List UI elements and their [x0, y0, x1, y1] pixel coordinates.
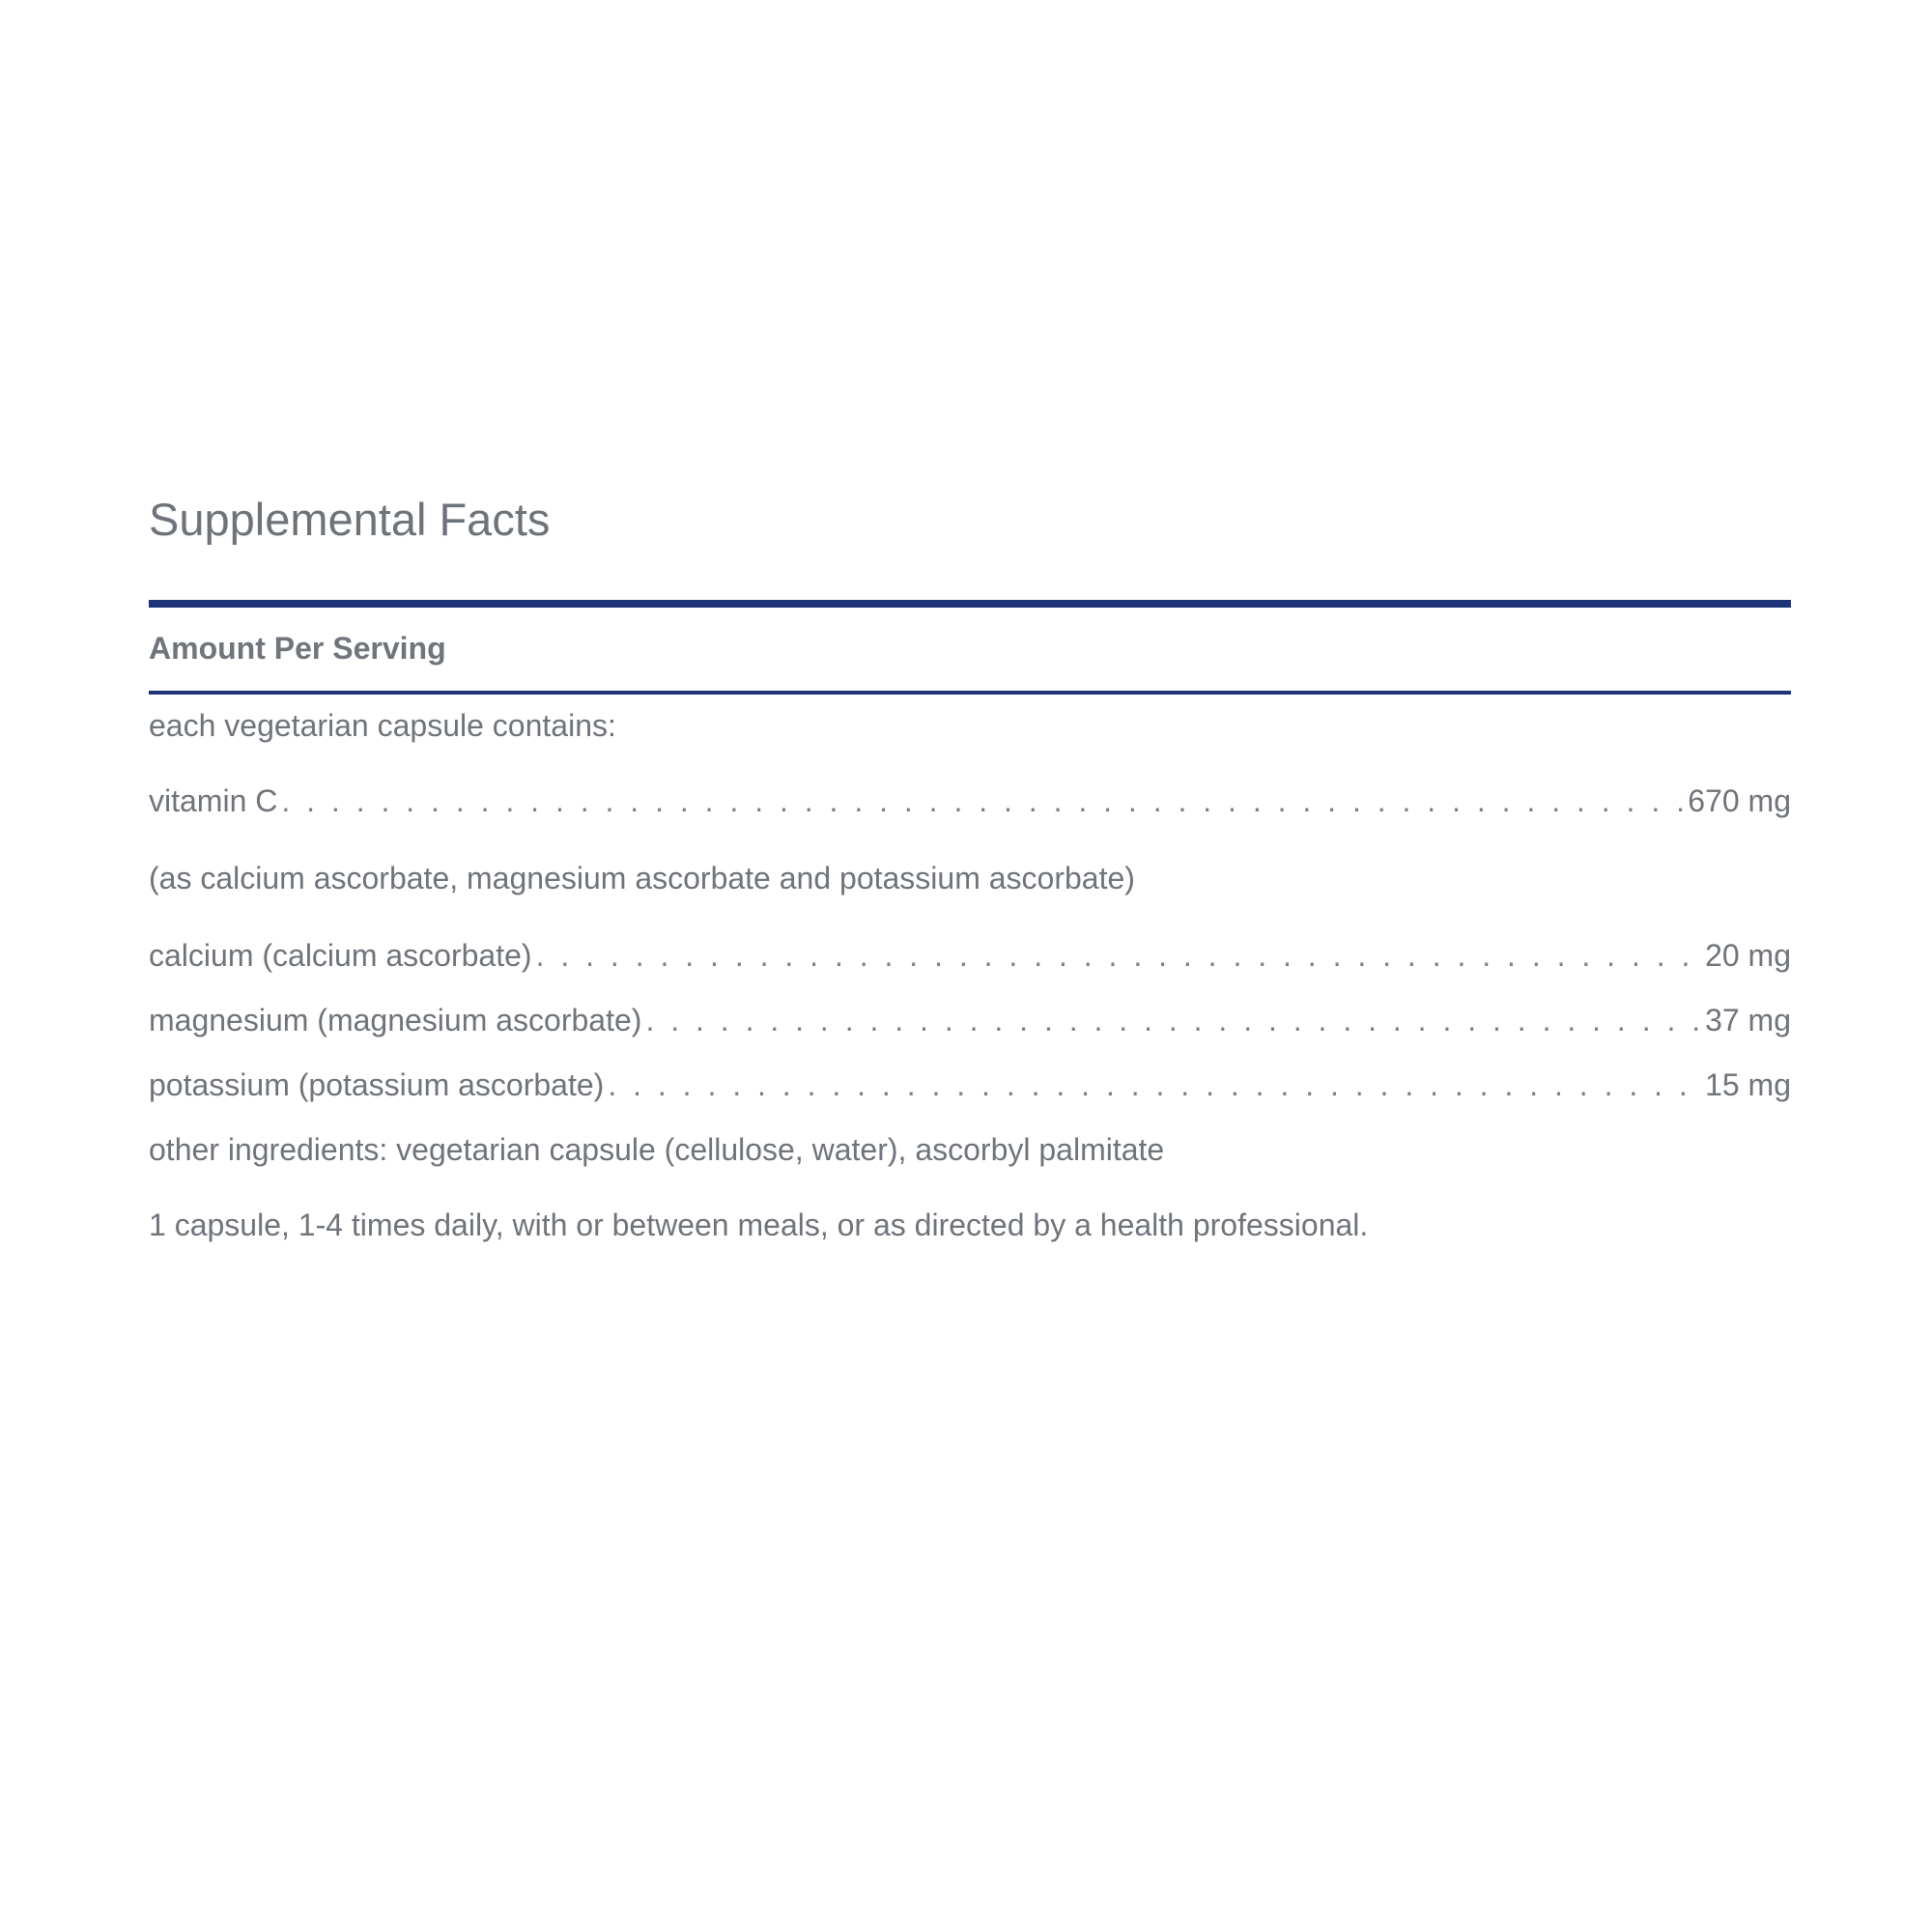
ingredient-name: vitamin C — [149, 783, 278, 818]
ingredient-amount: 20 mg — [1705, 938, 1791, 973]
dot-leader — [608, 1065, 1701, 1104]
directions: 1 capsule, 1-4 times daily, with or between meals, or as directed by a health professional. — [149, 1208, 1369, 1242]
ingredient-name: potassium (potassium ascorbate) — [149, 1067, 605, 1102]
ingredient-row-calcium — [149, 936, 1791, 975]
dot-leader — [281, 781, 1684, 820]
dot-leader — [536, 936, 1702, 975]
serving-intro: each vegetarian capsule contains: — [149, 708, 616, 743]
supplement-facts-panel — [149, 488, 1791, 1244]
ingredient-row-vitamin-c — [149, 781, 1791, 820]
ingredient-name: magnesium (magnesium ascorbate) — [149, 1003, 642, 1037]
other-ingredients: other ingredients: vegetarian capsule (cellulose, water), ascorbyl palmitate — [149, 1132, 1165, 1167]
ingredient-row-potassium — [149, 1065, 1791, 1104]
ingredient-name: calcium (calcium ascorbate) — [149, 938, 532, 973]
top-divider — [149, 600, 1791, 608]
amount-per-serving-heading: Amount Per Serving — [149, 631, 446, 666]
ingredient-amount: 37 mg — [1705, 1003, 1791, 1037]
ingredient-row-magnesium — [149, 1001, 1791, 1039]
panel-title: Supplemental Facts — [149, 494, 551, 545]
ingredient-amount: 670 mg — [1688, 783, 1791, 818]
vitamin-c-source-note: (as calcium ascorbate, magnesium ascorbate and potassium ascorbate) — [149, 861, 1135, 895]
heading-divider — [149, 691, 1791, 695]
dot-leader — [645, 1001, 1701, 1039]
ingredient-amount: 15 mg — [1705, 1067, 1791, 1102]
